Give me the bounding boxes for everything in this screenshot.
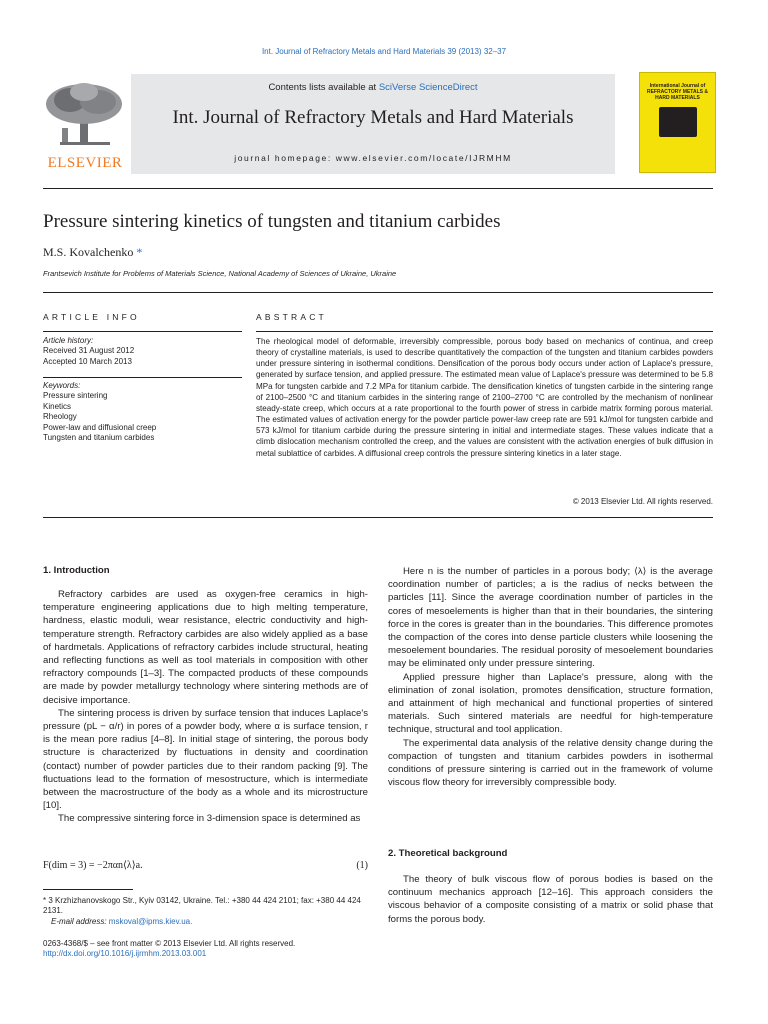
front-matter: [43, 939, 368, 960]
equation-1: [43, 859, 368, 872]
keyword-item: Tungsten and titanium carbides: [43, 433, 155, 443]
intro-paragraph-3: The compressive sintering force in 3-dimension space is determined as: [58, 813, 361, 825]
title-rule: [43, 292, 713, 293]
info-rule-2: [43, 377, 242, 378]
right-paragraph-3: The experimental data analysis of the relative density change during the compaction of tungsten and titanium carbides powders in isothermal conditions of pressure sintering is carried out in the framework of volume viscous flow theory for irreversibly compressible body.: [388, 737, 713, 789]
header-rule: [43, 188, 713, 189]
author-line: [43, 245, 142, 260]
abstract-rule: [256, 331, 713, 332]
cover-title: International Journal of REFRACTORY METALS & HARD MATERIALS: [647, 83, 708, 101]
keyword-item: Kinetics: [43, 401, 72, 411]
footnote-address: * 3 Krzhizhanovskogo Str., Kyiv 03142, Ukraine. Tel.: +380 44 424 2101; fax: +380 44 424 2131.: [43, 896, 361, 916]
email-label: E-mail address:: [51, 916, 109, 926]
article-info-heading: ARTICLE INFO: [43, 312, 140, 322]
abstract-text: The rheological model of deformable, irreversibly compressible, porous body based on mechanics of continua, and creep theory of crystalline materials, is used to describe quantitatively the compaction of the tungsten and titanium carbides powders under pressure sintering in isothermal conditions. Densification of the porous body occurs under action of Laplace's pressure, generated by surface tension, and applied pressure. The estimated mean value of Laplace's pressure was determined to be 5.8 MPa for tungsten carbide and 7.2 MPa for titanium carbide. The densification kinetics of tungsten carbide in the sintering range of 2100–2500 °C and titanium carbides in the sintering range of 2100–2700 °C are controlled by the mechanism of nonlinear steady-state creep, which occurs at a rate proportional to the fourth power of stress in carbide matrix forming porous material. The estimated values of activation energy for the powder particle power-law creep rate are 591 kJ/mol for tungsten carbide and 573 kJ/mol for titanium carbide during the pressure sintering in initial and intermediate stages. These values indicate that a climb dislocation mechanism controlled the creep, and the values are consistent with the activation energies of bulk diffusion in metal sublattice of carbides. A diffusional creep controls the pressure sintering kinetics in a later stage.: [256, 337, 713, 458]
keyword-item: Power-law and diffusional creep: [43, 422, 157, 432]
introduction-heading: 1. Introduction: [43, 565, 110, 576]
elsevier-tree-icon: [40, 80, 130, 150]
keywords-label: Keywords:: [43, 381, 81, 390]
info-rule-1: [43, 331, 242, 332]
received-date: Received 31 August 2012: [43, 346, 135, 356]
abstract-heading: ABSTRACT: [256, 312, 327, 322]
theory-body: [388, 873, 713, 926]
equation-text: F(dim = 3) = −2παn⟨λ⟩a.: [43, 860, 143, 871]
intro-paragraph-2: The sintering process is driven by surface tension that induces Laplace's pressure (pL − α/r) in pores of a powder body, where α is surface tension, r is the mean pore radius [4–8]. In initial stage of sintering, the porous body structure is characterized by fluctuations in density and coordination (contact) number of powder particles due to their random packing [9]. The fluctuations lead to the formation of mesostructure, which is intermediate between the macrostructure of the body as a whole and its microstructure [10].: [43, 707, 368, 812]
email-link[interactable]: mskoval@ipms.kiev.ua.: [108, 916, 193, 926]
issn-line: 0263-4368/$ – see front matter © 2013 Elsevier Ltd. All rights reserved.: [43, 939, 296, 948]
journal-title: Int. Journal of Refractory Metals and Hard Materials: [172, 107, 574, 128]
footnote-rule: [43, 889, 133, 890]
footnote: [43, 896, 368, 927]
accepted-date: Accepted 10 March 2013: [43, 356, 132, 366]
right-paragraph-2: Applied pressure higher than Laplace's pressure, along with the elimination of zonal isolation, promotes densification, structure formation, and attainment of high mechanical and functional properties of sintered materials. Such sintered materials are needful for high-temperature technique, structural and tool application.: [388, 671, 713, 736]
abstract-end-rule: [43, 517, 713, 518]
abstract-copyright: © 2013 Elsevier Ltd. All rights reserved.: [572, 497, 713, 506]
intro-body: [43, 588, 368, 826]
intro-paragraph-1: Refractory carbides are used as oxygen-free ceramics in high-temperature engineering applications due to high melting temperature, hardness, elastic moduli, wear resistance, electric conductivity and high-temperature strength. Refractory carbides are also widely applied as a base of hardmetals. Applications of refractory carbides include structural, heating and reflecting functions as well as tool materials in composition with other refractory compounds [1–3]. The compacted products of these compounds are made by powder metallurgy technology where sintering methods are of decisive importance.: [43, 589, 368, 706]
history-label: Article history:: [43, 336, 94, 345]
footnote-email: [43, 917, 368, 927]
affiliation: Frantsevich Institute for Problems of Materials Science, National Academy of Sciences of Ukraine, Ukraine: [43, 269, 397, 278]
journal-cover: [639, 72, 716, 173]
right-paragraph-1: Here n is the number of particles in a porous body; ⟨λ⟩ is the average coordination number of particles; a is the radius of necks between the particles [11]. Since the average coordination number of particles in the cores of mesoelements is higher than that in their boundaries, the sintering force in the cores is greater than in the boundaries. This difference promotes the compaction of the cores into dense particle clusters while loosening the mesoelement boundaries. The residual porosity of mesoelement boundaries may be eliminated only under pressure sintering.: [388, 566, 713, 670]
doi-link[interactable]: http://dx.doi.org/10.1016/j.ijrmhm.2013.03.001: [43, 949, 207, 959]
equation-number: (1): [356, 860, 368, 871]
contents-line: [131, 82, 615, 93]
article-title: Pressure sintering kinetics of tungsten and titanium carbides: [43, 211, 501, 232]
theory-paragraph-1: The theory of bulk viscous flow of porous bodies is based on the continuum mechanics approach [12–16]. This approach considers the viscous behavior of a composite consisting of a matrix or solid phase that forms the porous body.: [388, 874, 713, 925]
article-history: [43, 336, 242, 367]
author-footnote-mark[interactable]: *: [136, 245, 143, 259]
author-name: M.S. Kovalchenko: [43, 245, 134, 259]
journal-citation[interactable]: Int. Journal of Refractory Metals and Hard Materials 39 (2013) 32–37: [261, 47, 507, 56]
contents-prefix: Contents lists available at: [268, 82, 379, 93]
theory-heading: 2. Theoretical background: [388, 848, 508, 859]
keyword-item: Pressure sintering: [43, 391, 108, 401]
right-column-body: [388, 565, 713, 789]
cover-image: [659, 107, 697, 137]
elsevier-logo: [40, 80, 130, 171]
publisher-name: ELSEVIER: [47, 155, 123, 171]
sciencedirect-link[interactable]: SciVerse ScienceDirect: [378, 82, 478, 93]
keywords-block: [43, 381, 242, 443]
journal-homepage[interactable]: journal homepage: www.elsevier.com/locate/IJRMHM: [234, 153, 512, 163]
keyword-item: Rheology: [43, 412, 77, 422]
